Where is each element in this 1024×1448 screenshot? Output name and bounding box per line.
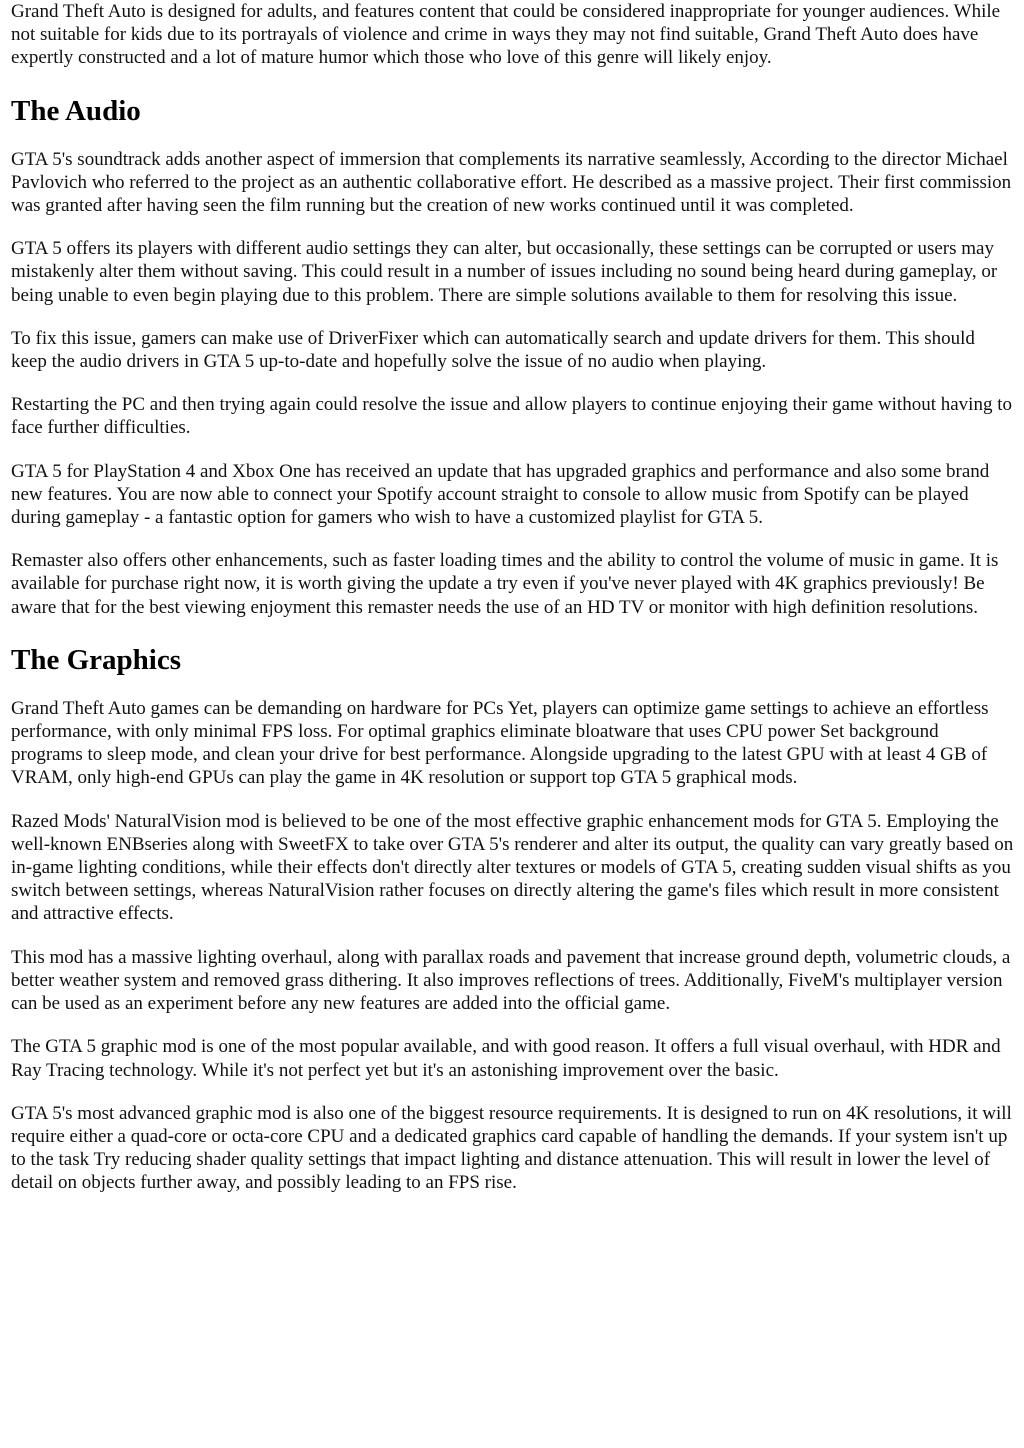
audio-paragraph-4: Restarting the PC and then trying again could resolve the issue and allow players to continue enjoying their game without having to face further difficulties. — [11, 394, 1012, 439]
graphics-paragraph-5: GTA 5's most advanced graphic mod is also one of the biggest resource requirements. It is designed to run on 4K resolutions, it will require either a quad-core or octa-core CPU and a dedicated graphics card capable of handling the demands. If your system isn't up to the task Try reducing shader quality settings that impact lighting and distance attenuation. This will result in lower the level of detail on objects further away, and possibly leading to an FPS rise. — [11, 1102, 1012, 1194]
graphics-paragraph-2: Razed Mods' NaturalVision mod is believed to be one of the most effective graphic enhancement mods for GTA 5. Employing the well-known ENBseries along with SweetFX to take over GTA 5's renderer and alter its output, the quality can vary greatly based on in-game lighting conditions, while their effects don't directly alter textures or models of GTA 5, creating sudden visual shifts as you switch between settings, whereas NaturalVision rather focuses on directly altering the game's files which result in more consistent and attractive effects. — [11, 810, 1014, 925]
intro-paragraph: Grand Theft Auto is designed for adults, and features content that could be considered inappropriate for younger audiences. While not suitable for kids due to its portrayals of violence and crime in ways they may not find suitable, Grand Theft Auto does have expertly constructed and a lot of mature humor which those who love of this genre will likely enjoy. — [11, 1, 1001, 69]
audio-paragraph-6: Remaster also offers other enhancements, such as faster loading times and the ability to control the volume of music in game. It is available for purchase right now, it is worth giving the update a try even if you've never played with 4K graphics previously! Be aware that for the best viewing enjoyment this remaster needs the use of an HD TV or monitor with high definition resolutions. — [11, 550, 999, 618]
audio-paragraph-3: To fix this issue, gamers can make use of DriverFixer which can automatically search and update drivers for them. This should keep the audio drivers in GTA 5 up-to-date and hopefully solve the issue of no audio when playing. — [11, 327, 975, 373]
article-body — [11, 0, 1015, 1195]
graphics-paragraph-3: This mod has a massive lighting overhaul, along with parallax roads and pavement that increase ground depth, volumetric clouds, a better weather system and removed grass dithering. It also improves reflections of trees. Additionally, FiveM's multiplayer version can be used as an experiment before any new features are added into the official game. — [11, 946, 1011, 1015]
graphics-paragraph-1: Grand Theft Auto games can be demanding on hardware for PCs Yet, players can optimize game settings to achieve an effortless performance, with only minimal FPS loss. For optimal graphics eliminate bloatware that uses CPU power Set background programs to sleep mode, and clean your drive for best performance. Alongside upgrading to the latest GPU with at least 4 GB of VRAM, only high-end GPUs can play the game in 4K resolution or support top GTA 5 graphical mods. — [11, 697, 989, 789]
audio-paragraph-2: GTA 5 offers its players with different audio settings they can alter, but occasionally, these settings can be corrupted or users may mistakenly alter them without saving. This could result in a number of issues including no sound being heard during gameplay, or being unable to even begin playing due to this problem. There are simple solutions available to them for resolving this issue. — [11, 238, 998, 306]
graphics-section-heading: The Graphics — [11, 643, 181, 676]
audio-paragraph-5: GTA 5 for PlayStation 4 and Xbox One has received an update that has upgraded graphics and performance and also some brand new features. You are now able to connect your Spotify account straight to console to allow music from Spotify can be played during gameplay - a fantastic option for gamers who wish to have a customized playlist for GTA 5. — [11, 460, 990, 529]
audio-paragraph-1: GTA 5's soundtrack adds another aspect of immersion that complements its narrative seamlessly, According to the director Michael Pavlovich who referred to the project as an authentic collaborative effort. He described as a massive project. Their first commission was granted after having seen the film running but the creation of new works continued until it was completed. — [11, 148, 1012, 217]
graphics-paragraph-4: The GTA 5 graphic mod is one of the most popular available, and with good reason. It offers a full visual overhaul, with HDR and Ray Tracing technology. While it's not perfect yet but it's an astonishing improvement over the basic. — [11, 1036, 1001, 1081]
audio-section-heading: The Audio — [11, 94, 141, 127]
